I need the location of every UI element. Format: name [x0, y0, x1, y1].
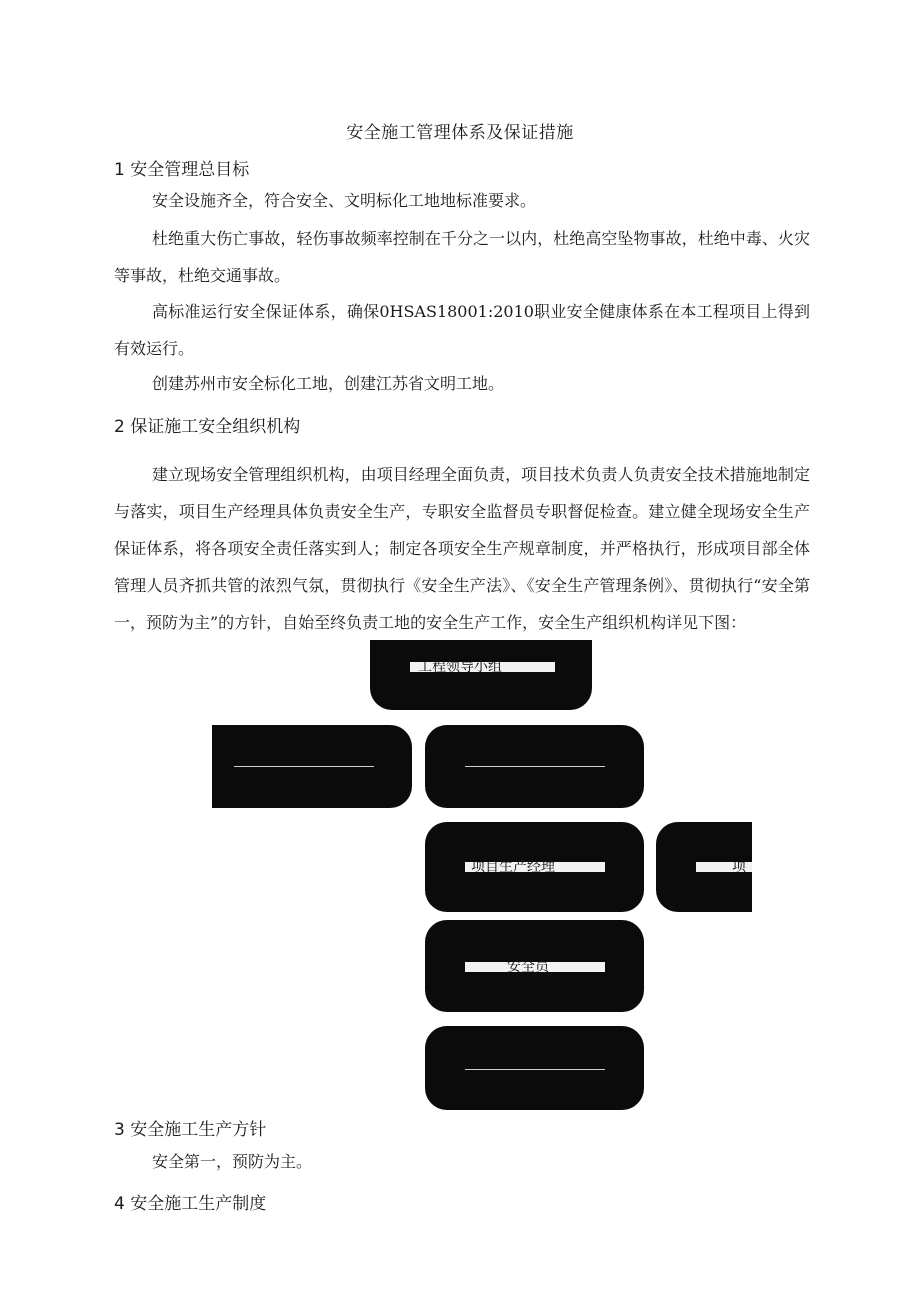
- org-node-safety-officer: [425, 920, 644, 1012]
- section-heading-3: 3 安全施工生产方针: [114, 1120, 267, 1140]
- org-node-top-label: 工程领导小组: [418, 659, 502, 675]
- page-title: 安全施工管理体系及保证措施: [346, 123, 574, 143]
- paragraph: 建立现场安全管理组织机构，由项目经理全面负责，项目技术负责人负责安全技术措施地制定与落实，项目生产经理具体负责安全生产，专职安全监督员专职督促检查。建立健全现场安全生产保证体系，将各项安全责任落实到人；制定各项安全生产规章制度，并严格执行，形成项目部全体管理人员齐抓共管的浓烈气氛，贯彻执行《安全生产法》、《安全生产管理条例》、贯彻执行“安全第一，预防为主”的方针，自始至终负责工地的安全生产工作，安全生产组织机构详见下图：: [114, 465, 810, 632]
- org-node-bottom: [425, 1026, 644, 1110]
- org-node-top: [370, 640, 592, 710]
- paragraph: 杜绝重大伤亡事故，轻伤事故频率控制在千分之一以内，杜绝高空坠物事故，杜绝中毒、火灾等事故，杜绝交通事故。: [114, 229, 810, 285]
- org-node-production-manager: [425, 822, 644, 912]
- section-heading-4: 4 安全施工生产制度: [114, 1194, 267, 1214]
- org-node-production-manager-label: 项目生产经理: [471, 859, 555, 875]
- org-node-right: [656, 822, 752, 912]
- section-heading-2: 2 保证施工安全组织机构: [114, 417, 301, 437]
- paragraph: 高标准运行安全保证体系，确保0HSAS18001:2010职业安全健康体系在本工程项目上得到有效运行。: [114, 302, 810, 358]
- org-node-safety-officer-label: 安全员: [507, 959, 549, 975]
- paragraph: 安全第一，预防为主。: [152, 1152, 313, 1171]
- org-node-right-label: 项: [732, 859, 746, 875]
- paragraph: 安全设施齐全，符合安全、文明标化工地地标准要求。: [152, 191, 537, 210]
- section-heading-1: 1 安全管理总目标: [114, 160, 250, 180]
- paragraph: 创建苏州市安全标化工地，创建江苏省文明工地。: [152, 374, 505, 393]
- org-node-left: [212, 725, 412, 808]
- org-node-mid: [425, 725, 644, 808]
